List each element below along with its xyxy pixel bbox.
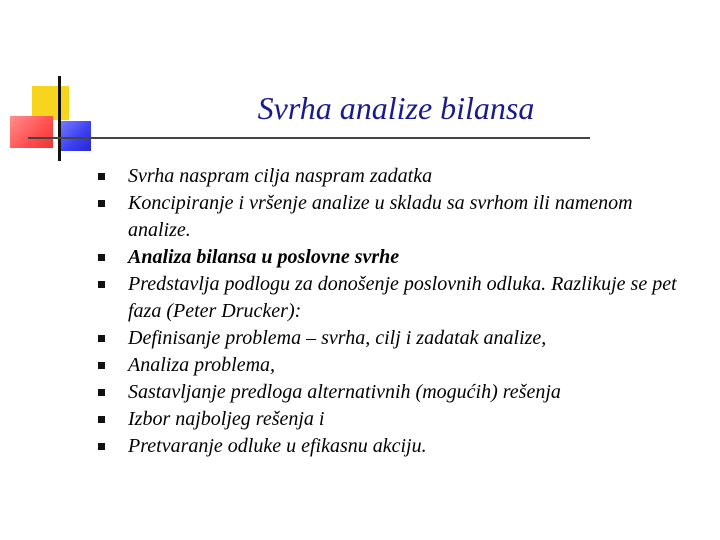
- bullet-text: Pretvaranje odluke u efikasnu akciju.: [128, 435, 427, 457]
- square-bullet-icon: [98, 443, 105, 450]
- bullet-item: [96, 325, 696, 352]
- bullet-item: [96, 163, 696, 190]
- square-bullet-icon: [98, 362, 105, 369]
- bullet-item: [96, 433, 696, 460]
- decorative-vertical-line: [58, 76, 61, 161]
- square-bullet-icon: [98, 281, 105, 288]
- square-bullet-icon: [98, 254, 105, 261]
- bullet-item: [96, 406, 696, 433]
- bullet-text: Predstavlja podlogu za donošenje poslovnih odluka. Razlikuje se pet faza (Peter Drucker):: [128, 273, 677, 322]
- bullet-item: [96, 352, 696, 379]
- slide-title: Svrha analize bilansa: [257, 90, 535, 126]
- bullet-text: Sastavljanje predloga alternativnih (mogućih) rešenja: [128, 381, 561, 403]
- bullet-text: Analiza bilansa u poslovne svrhe: [128, 246, 400, 268]
- bullet-item: [96, 379, 696, 406]
- square-bullet-icon: [98, 335, 105, 342]
- decorative-red-square: [10, 116, 53, 148]
- bullet-text: Definisanje problema – svrha, cilj i zadatak analize,: [128, 327, 547, 349]
- decorative-blue-square: [58, 121, 91, 151]
- bullet-item: [96, 190, 696, 244]
- bullet-text: Analiza problema,: [128, 354, 276, 376]
- square-bullet-icon: [98, 200, 105, 207]
- bullet-item: [96, 244, 696, 271]
- title-underline-divider: [28, 137, 590, 139]
- bullet-list: [96, 163, 696, 460]
- bullet-text: Izbor najboljeg rešenja i: [128, 408, 325, 430]
- bullet-text: Koncipiranje i vršenje analize u skladu sa svrhom ili namenom analize.: [128, 192, 633, 241]
- bullet-item: [96, 271, 696, 325]
- square-bullet-icon: [98, 416, 105, 423]
- decorative-yellow-square: [32, 86, 69, 120]
- bullet-text: Svrha naspram cilja naspram zadatka: [128, 165, 433, 187]
- square-bullet-icon: [98, 389, 105, 396]
- square-bullet-icon: [98, 173, 105, 180]
